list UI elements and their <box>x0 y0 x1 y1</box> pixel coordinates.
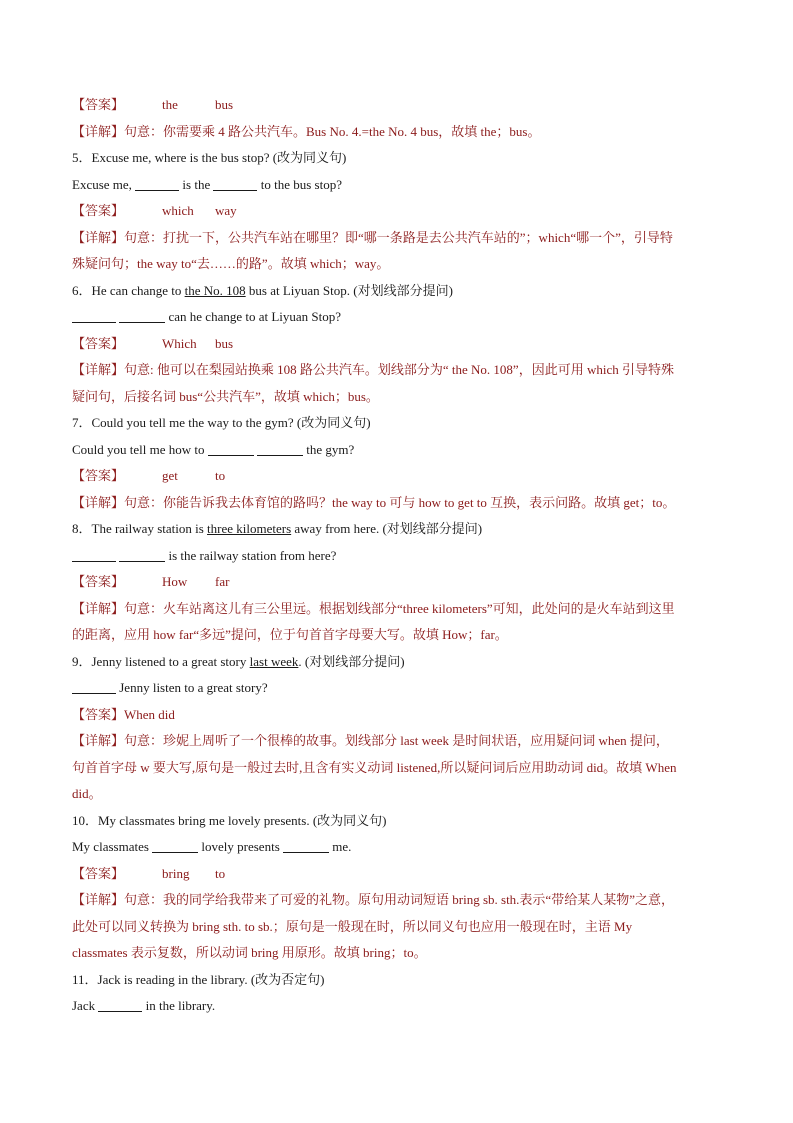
answer-line <box>72 198 727 225</box>
detail-tag: 【详解】 <box>72 362 125 377</box>
fill-line <box>72 437 727 464</box>
answer-tag: 【答案】 <box>72 335 125 351</box>
fill-line <box>72 172 727 199</box>
detail-tag: 【详解】 <box>72 600 125 616</box>
blank <box>72 679 116 694</box>
fill-line <box>72 304 727 331</box>
answer-tag: 【答案】 <box>72 468 125 483</box>
detail-text: 此处可以同义转换为 bring sth. to sb.；原句是一般现在时，所以同义句也应用一般现在时，主语 My <box>72 918 633 934</box>
answer-value: get <box>162 468 178 483</box>
blank <box>119 308 165 323</box>
detail-text: 的距离，应用 how far“多远”提问，位于句首首字母要大写。故填 How；far。 <box>72 627 508 642</box>
blank <box>119 547 165 562</box>
underlined-part: three kilometers <box>207 521 292 536</box>
answer-tag: 【答案】 <box>72 203 125 218</box>
question-text <box>72 516 727 543</box>
answer-line <box>72 331 727 358</box>
text-part: My classmates <box>72 839 149 854</box>
text-part: Jack <box>72 998 96 1013</box>
text-part: bus at Liyuan Stop. (对划线部分提问) <box>245 282 453 298</box>
text-part: 9．Jenny listened to a great story <box>72 653 250 669</box>
blank <box>283 838 329 853</box>
blank <box>208 441 254 456</box>
answer-value: bus <box>215 97 234 112</box>
text-part: in the library. <box>145 998 216 1013</box>
blank <box>213 176 257 191</box>
detail-line <box>72 887 727 914</box>
answer-line <box>72 702 727 729</box>
text-part: me. <box>332 839 352 854</box>
answer-value: bring <box>162 865 190 881</box>
detail-text: classmates 表示复数，所以动词 bring 用原形。故填 bring；to。 <box>72 945 427 960</box>
detail-text: 句首首字母 w 要大写,原句是一般过去时,且含有实义动词 listened,所以疑问词后应用助动词 did。故填 When <box>72 759 677 775</box>
detail-line <box>72 490 727 517</box>
detail-tag: 【详解】 <box>72 892 125 907</box>
detail-text: 疑问句，后接名词 bus“公共汽车”，故填 which；bus。 <box>72 388 379 404</box>
answer-tag: 【答案】 <box>72 706 125 722</box>
text-part: Could you tell me how to <box>72 441 205 457</box>
detail-text: 句意：打扰一下，公共汽车站在哪里？即“哪一条路是去公共汽车站的”；which“哪一个”，引导特 <box>124 229 673 245</box>
underlined-part: last week <box>249 653 299 669</box>
question-text: 11．Jack is reading in the library. (改为否定句) <box>72 971 325 987</box>
detail-line <box>72 357 727 384</box>
blank <box>135 176 179 191</box>
detail-line <box>72 119 727 146</box>
question-text: 5．Excuse me, where is the bus stop? (改为同义句) <box>72 150 347 165</box>
text-part: is the <box>182 176 211 192</box>
answer-line <box>72 92 727 119</box>
text-part: can he change to at Liyuan Stop? <box>168 309 342 324</box>
detail-text: 句意：火车站离这儿有三公里远。根据划线部分“three kilometers”可知，此处问的是火车站到这里 <box>124 600 675 616</box>
answer-line <box>72 569 727 596</box>
detail-tag: 【详解】 <box>72 123 125 139</box>
question-text <box>72 649 727 676</box>
answer-value: the <box>162 97 178 112</box>
detail-tag: 【详解】 <box>72 494 125 510</box>
blank <box>257 441 303 456</box>
detail-text: 句意：我的同学给我带来了可爱的礼物。原句用动词短语 bring sb. sth.表示“带给某人某物”之意， <box>124 892 674 907</box>
blank <box>72 547 116 562</box>
answer-value: How <box>162 574 188 589</box>
fill-line <box>72 543 727 570</box>
detail-text: 殊疑问句；the way to“去……的路”。故填 which；way。 <box>72 256 390 271</box>
underlined-part: the No. 108 <box>184 282 246 298</box>
text-part: Jenny listen to a great story? <box>119 680 268 695</box>
answer-tag: 【答案】 <box>72 97 125 112</box>
text-part: the gym? <box>306 441 355 457</box>
answer-value: which <box>162 203 194 218</box>
text-part: lovely presents <box>201 839 280 854</box>
detail-line <box>72 728 727 755</box>
detail-text: 句意：你能告诉我去体育馆的路吗？the way to 可与 how to get to 互换，表示问路。故填 get；to。 <box>124 494 676 510</box>
answer-line <box>72 861 727 888</box>
detail-line <box>72 596 727 623</box>
answer-value: When did <box>124 706 175 722</box>
text-part: away from here. (对划线部分提问) <box>291 521 483 536</box>
question-text: 10．My classmates bring me lovely presents. (改为同义句) <box>72 812 387 828</box>
text-part: . (对划线部分提问) <box>298 653 405 669</box>
blank <box>98 997 142 1012</box>
fill-line <box>72 675 727 702</box>
answer-value: bus <box>215 335 234 351</box>
blank <box>72 308 116 323</box>
blank <box>152 838 198 853</box>
answer-value: to <box>215 865 226 881</box>
text-part: Excuse me, <box>72 176 132 192</box>
answer-line <box>72 463 727 490</box>
fill-line <box>72 993 727 1020</box>
answer-value: to <box>215 468 226 483</box>
detail-text: did。 <box>72 786 102 801</box>
question-text <box>72 278 727 305</box>
text-part: to the bus stop? <box>260 176 342 192</box>
question-text: 7．Could you tell me the way to the gym? (改为同义句) <box>72 415 371 430</box>
detail-line <box>72 225 727 252</box>
answer-value: Which <box>162 335 197 351</box>
detail-text: 句意：珍妮上周听了一个很棒的故事。划线部分 last week 是时间状语，应用疑问词 when 提问， <box>124 733 669 748</box>
answer-value: way <box>215 203 237 218</box>
text-part: 8．The railway station is <box>72 521 208 536</box>
answer-value: far <box>215 574 230 589</box>
text-part: is the railway station from here? <box>168 547 337 563</box>
answer-tag: 【答案】 <box>72 574 125 589</box>
detail-tag: 【详解】 <box>72 733 125 748</box>
worksheet-page <box>72 92 727 1020</box>
fill-line <box>72 834 727 861</box>
text-part: 6．He can change to <box>72 282 185 298</box>
detail-text: 句意: 他可以在梨园站换乘 108 路公共汽车。划线部分为“ the No. 108”，因此可用 which 引导特殊 <box>124 362 674 377</box>
answer-tag: 【答案】 <box>72 865 125 881</box>
detail-tag: 【详解】 <box>72 229 125 245</box>
detail-text: 句意：你需要乘 4 路公共汽车。Bus No. 4.=the No. 4 bus，故填 the；bus。 <box>124 123 541 139</box>
